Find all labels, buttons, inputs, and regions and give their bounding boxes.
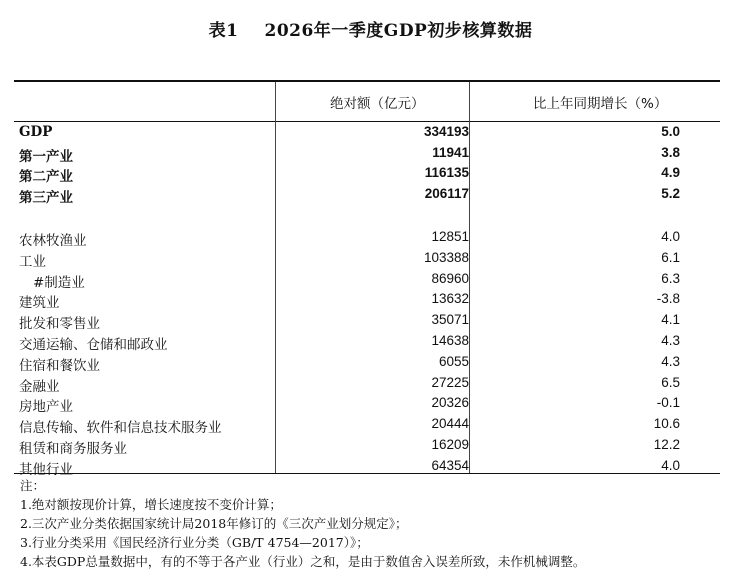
absolute-value-cell: 103388 (423, 249, 469, 265)
growth-rate-cell: 5.0 (661, 124, 680, 139)
table-row (0, 312, 741, 332)
absolute-value-cell: 12851 (431, 229, 469, 244)
growth-rate-cell: 12.2 (653, 437, 680, 452)
absolute-value-cell: 116135 (424, 165, 469, 180)
growth-rate-cell: 6.3 (661, 270, 680, 286)
row-label: 农林牧渔业 (19, 233, 87, 249)
table-row (0, 333, 741, 353)
absolute-value-cell: 27225 (431, 374, 469, 390)
growth-rate-cell: 5.2 (661, 185, 680, 201)
absolute-value-cell: 13632 (431, 291, 469, 307)
top-rule (14, 80, 720, 82)
absolute-value-cell: 11941 (432, 144, 469, 160)
row-label: 第一产业 (19, 148, 73, 165)
table-row (0, 250, 741, 270)
absolute-value-cell: 14638 (431, 333, 469, 348)
table-row (0, 229, 741, 249)
table-notes (20, 476, 585, 571)
row-label: GDP (19, 124, 53, 140)
absolute-value-cell: 20444 (431, 416, 469, 432)
table-number: 表1 (208, 21, 239, 41)
table-row (0, 458, 741, 478)
absolute-value-cell: 35071 (431, 312, 469, 328)
row-label: 其他行业 (19, 461, 73, 478)
table-row (0, 395, 741, 415)
growth-rate-cell: 4.3 (661, 333, 680, 348)
header-growth-rate: 比上年同期增长（%） (533, 96, 668, 112)
table-caption: 2026年一季度GDP初步核算数据 (264, 21, 533, 41)
growth-rate-cell: 4.0 (661, 229, 680, 244)
row-label: #制造业 (33, 274, 85, 291)
note-item: 1.绝对额按现价计算，增长速度按不变价计算； (20, 497, 282, 512)
growth-rate-cell: 6.1 (661, 249, 680, 265)
note-item: 2.三次产业分类依据国家统计局2018年修订的《三次产业划分规定》； (20, 516, 408, 531)
table-row (0, 124, 741, 144)
growth-rate-cell: 10.6 (653, 416, 680, 432)
growth-rate-cell: 4.1 (661, 312, 680, 328)
table-row (0, 165, 741, 185)
row-label: 批发和零售业 (19, 316, 100, 333)
growth-rate-cell: 4.3 (661, 353, 680, 369)
note-item: 4.本表GDP总量数据中，有的不等于各产业（行业）之和，是由于数值舍入误差所致，未作机械调整。 (20, 554, 586, 569)
row-label: 住宿和餐饮业 (19, 357, 100, 374)
row-label: 房地产业 (19, 399, 73, 416)
row-label: 交通运输、仓储和邮政业 (19, 337, 168, 353)
growth-rate-cell: -3.8 (656, 291, 680, 307)
table-row (0, 416, 741, 436)
absolute-value-cell: 16209 (431, 437, 469, 452)
growth-rate-cell: 6.5 (661, 374, 680, 390)
row-label: 工业 (19, 253, 46, 270)
absolute-value-cell: 6055 (438, 353, 469, 369)
note-item: 3.行业分类采用《国民经济行业分类（GB/T 4754—2017）》； (20, 535, 369, 550)
absolute-value-cell: 206117 (424, 185, 469, 201)
growth-rate-cell: 4.0 (661, 457, 680, 473)
growth-rate-cell: 3.8 (661, 144, 680, 160)
row-label: 信息传输、软件和信息技术服务业 (19, 420, 222, 437)
row-label: 建筑业 (19, 295, 60, 312)
absolute-value-cell: 86960 (431, 270, 469, 286)
table-title (0, 16, 741, 41)
row-label: 第二产业 (19, 169, 73, 185)
row-label: 第三产业 (19, 189, 73, 206)
absolute-value-cell: 64354 (431, 457, 469, 473)
header-rule (14, 121, 720, 122)
absolute-value-cell: 334193 (423, 124, 469, 139)
table-row (0, 186, 741, 206)
table-row (0, 145, 741, 165)
notes-heading: 注： (20, 478, 46, 493)
row-label: 金融业 (19, 378, 60, 395)
table-row (0, 354, 741, 374)
table-row (0, 271, 741, 291)
growth-rate-cell: -0.1 (656, 395, 680, 411)
growth-rate-cell: 4.9 (661, 165, 680, 180)
absolute-value-cell: 20326 (431, 395, 469, 411)
table-row (0, 375, 741, 395)
table-row (0, 291, 741, 311)
row-label: 租赁和商务服务业 (19, 441, 127, 457)
table-row (0, 437, 741, 457)
header-absolute-value: 绝对额（亿元） (330, 96, 425, 112)
